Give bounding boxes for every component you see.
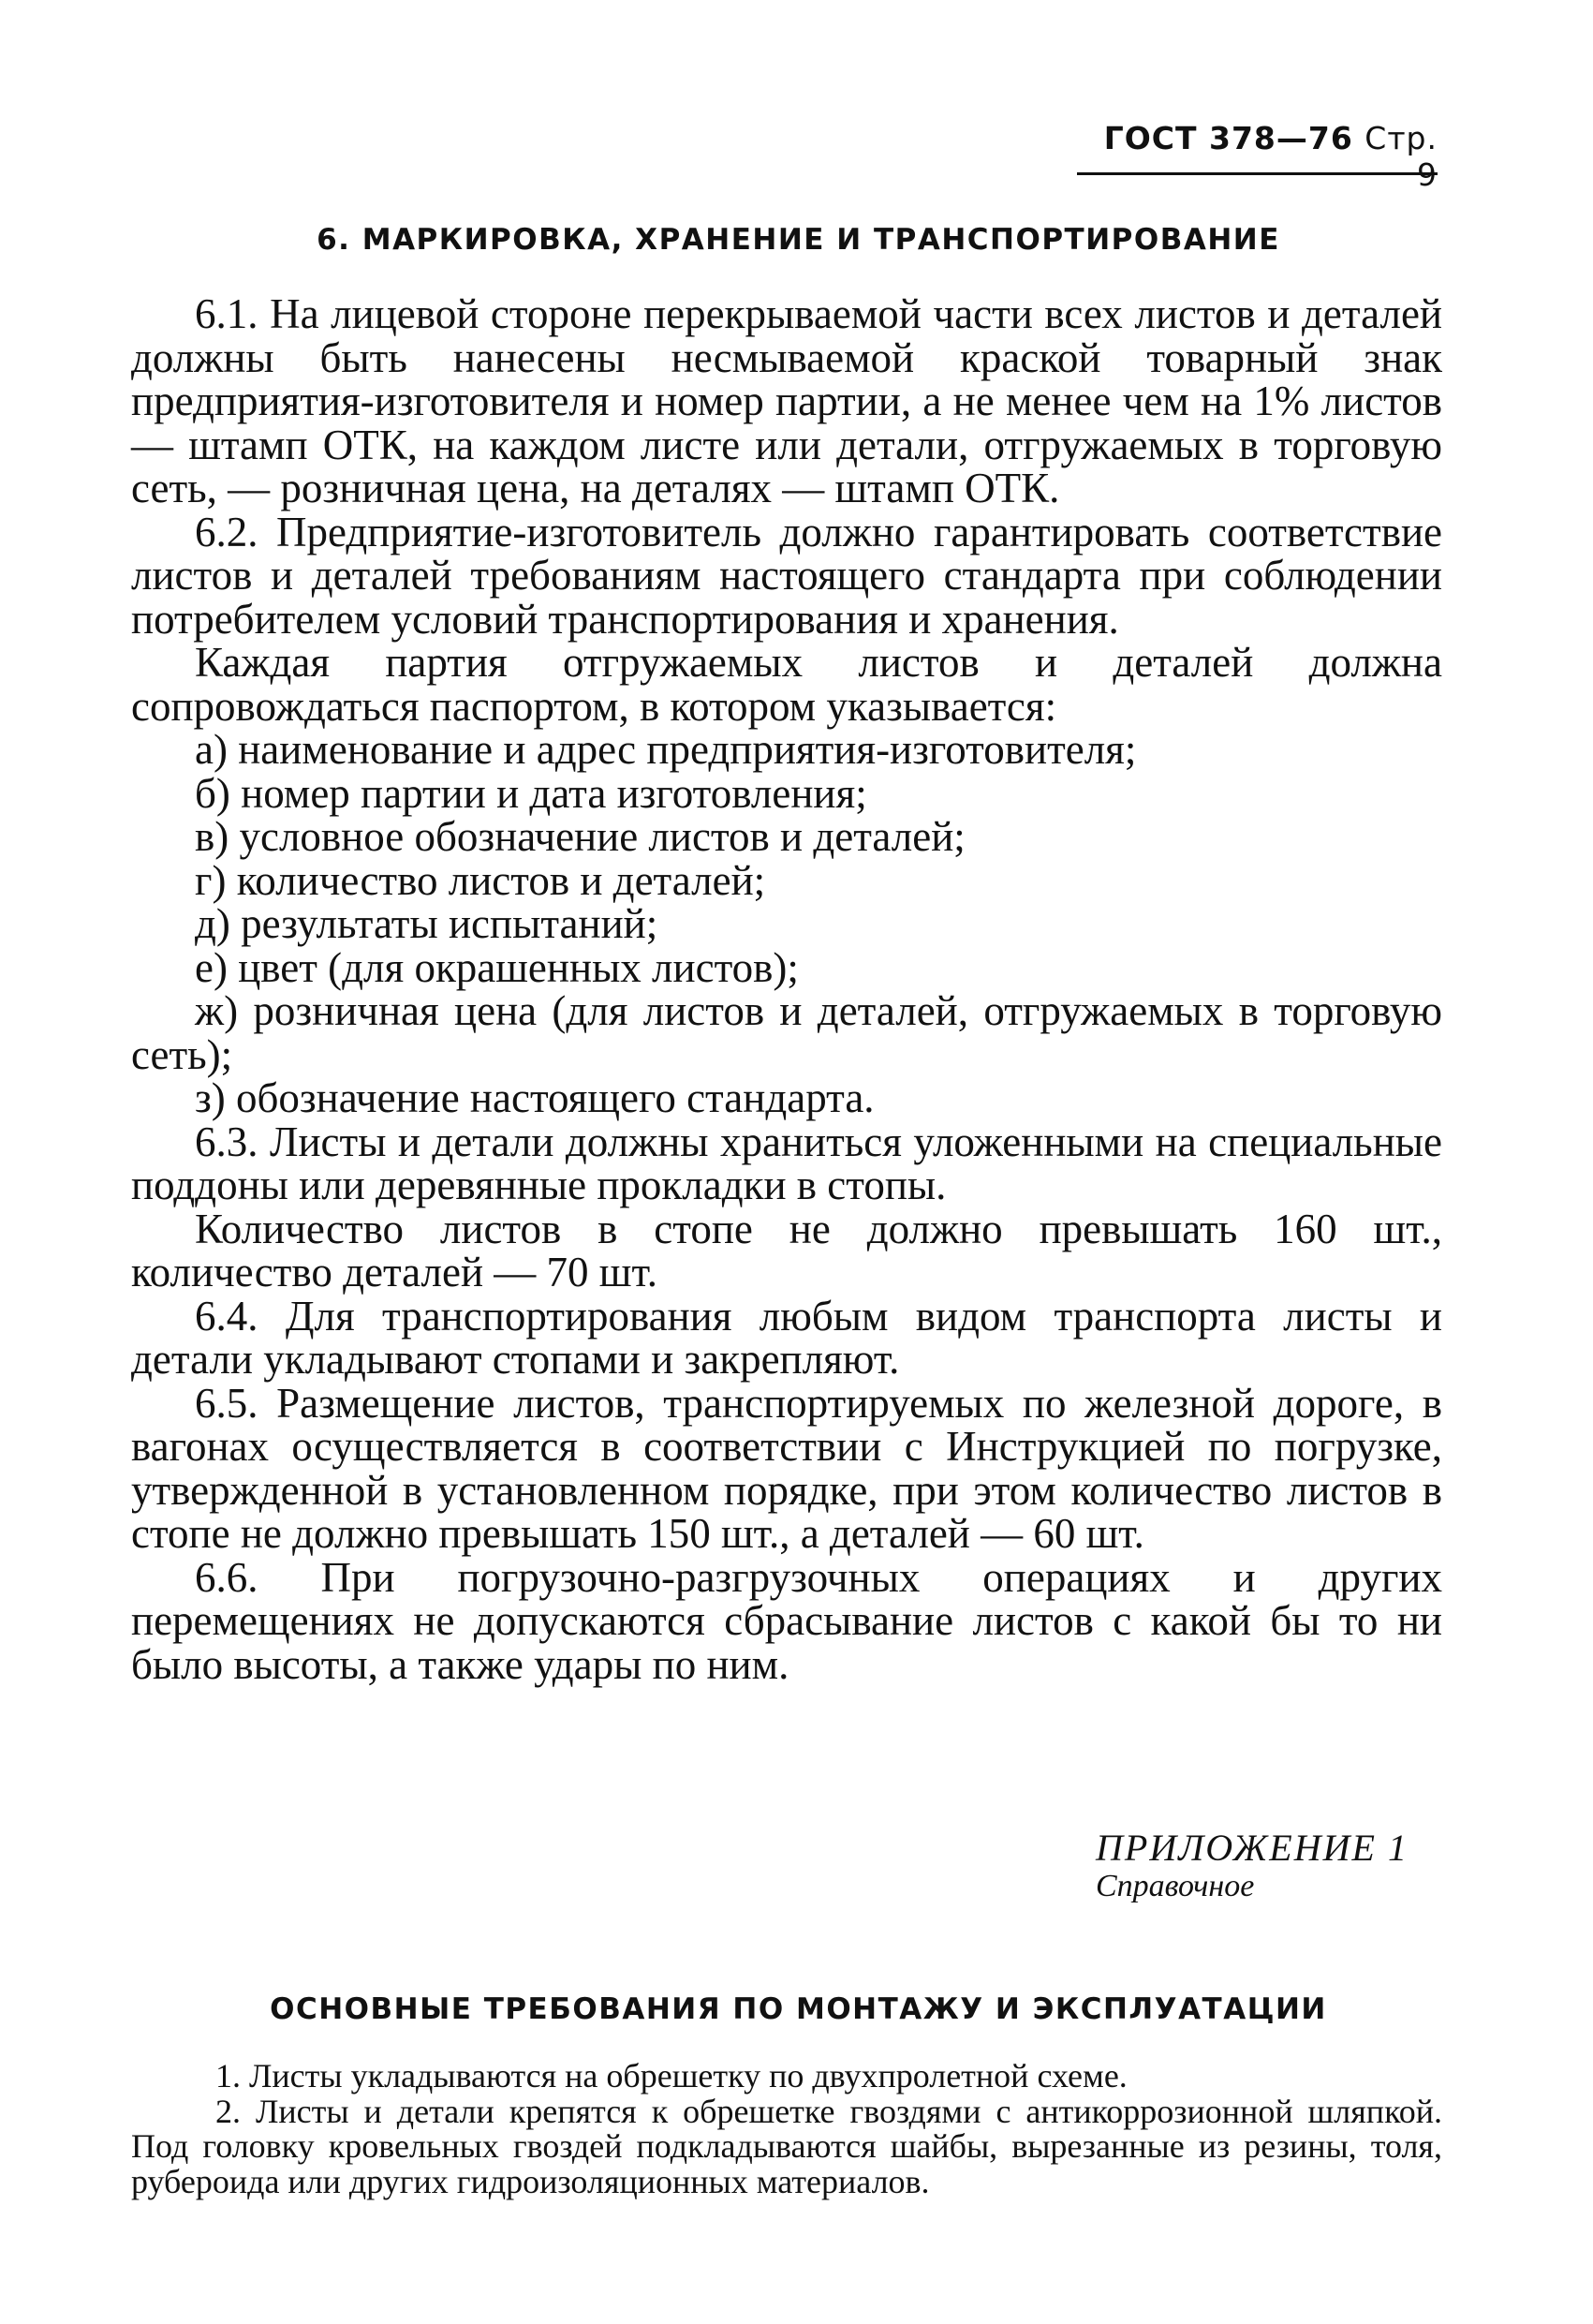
page-number: Стр. 9 bbox=[1364, 120, 1438, 193]
paragraph-passport: Каждая партия отгружаемых листов и деталей должна сопровождаться паспортом, в котором указывается: bbox=[131, 639, 1442, 730]
appendix-paragraph-1: 1. Листы укладываются на обрешетку по двухпролетной схеме. bbox=[215, 2057, 1128, 2095]
paragraph-6-3: 6.3. Листы и детали должны храниться уложенными на специальные поддоны или деревянные прокладки в стопы. bbox=[131, 1118, 1442, 1208]
section-title: 6. МАРКИРОВКА, ХРАНЕНИЕ И ТРАНСПОРТИРОВАНИЕ bbox=[317, 223, 1280, 257]
paragraph-stack-limit: Количество листов в стопе не должно превышать 160 шт., количество деталей — 70 шт. bbox=[131, 1205, 1442, 1295]
appendix-paragraph-2: 2. Листы и детали крепятся к обрешетке гвоздями с антикоррозионной шляпкой. Под головку кровельных гвоздей подкладываются шайбы, вырезанные из резины, толя, рубероида или других гидроизоляционных материалов. bbox=[131, 2092, 1442, 2200]
appendix-type: Справочное bbox=[1096, 1869, 1255, 1903]
appendix-number: ПРИЛОЖЕНИЕ 1 bbox=[1096, 1827, 1409, 1869]
paragraph-6-6: 6.6. При погрузочно-разгрузочных операциях и других перемещениях не допускаются сбрасывание листов с какой бы то ни было высоты, а также удары по ним. bbox=[131, 1553, 1442, 1688]
appendix-label bbox=[1096, 1827, 1470, 1903]
list-item-z: з) обозначение настоящего стандарта. bbox=[195, 1074, 875, 1121]
standard-number: ГОСТ 378—76 bbox=[1103, 120, 1353, 156]
paragraph-6-1: 6.1. На лицевой стороне перекрываемой части всех листов и деталей должны быть нанесены несмываемой краской товарный знак предприятия-изготовителя и номер партии, а не менее чем на 1% листов — штамп ОТК, на каждом листе или детали, отгружаемых в торговую сеть, — розничная цена, на деталях — штамп ОТК. bbox=[131, 290, 1442, 511]
appendix-title: ОСНОВНЫЕ ТРЕБОВАНИЯ ПО МОНТАЖУ И ЭКСПЛУАТАЦИИ bbox=[270, 1992, 1327, 2026]
paragraph-6-5: 6.5. Размещение листов, транспортируемых по железной дороге, в вагонах осуществляется в соответствии с Инструкцией по погрузке, утвержденной в установленном порядке, при этом количество листов в стопе не должно превышать 150 шт., а деталей — 60 шт. bbox=[131, 1379, 1442, 1557]
appendix-body bbox=[131, 2059, 1442, 2199]
list-item-g: г) количество листов и деталей; bbox=[195, 856, 766, 904]
list-item-a: а) наименование и адрес предприятия-изготовителя; bbox=[195, 726, 1137, 773]
list-item-v: в) условное обозначение листов и деталей; bbox=[195, 813, 966, 860]
header-rule bbox=[1077, 172, 1438, 175]
paragraph-6-2: 6.2. Предприятие-изготовитель должно гарантировать соответствие листов и деталей требованиям настоящего стандарта при соблюдении потребителем условий транспортирования и хранения. bbox=[131, 508, 1442, 643]
list-item-b: б) номер партии и дата изготовления; bbox=[195, 769, 867, 817]
running-header bbox=[1077, 120, 1438, 193]
section-body bbox=[131, 292, 1442, 1686]
list-item-e: е) цвет (для окрашенных листов); bbox=[195, 943, 799, 991]
list-item-zh: ж) розничная цена (для листов и деталей, отгружаемых в торговую сеть); bbox=[131, 987, 1442, 1078]
list-item-d: д) результаты испытаний; bbox=[195, 900, 658, 947]
paragraph-6-4: 6.4. Для транспортирования любым видом транспорта листы и детали укладывают стопами и закрепляют. bbox=[131, 1292, 1442, 1383]
